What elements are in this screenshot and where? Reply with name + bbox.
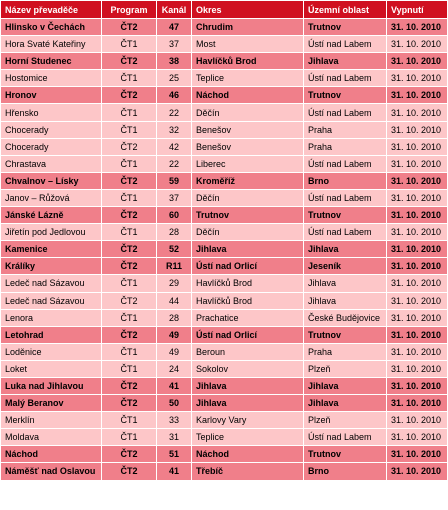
cell-district: Kroměříž — [192, 172, 304, 189]
cell-name: Merklín — [1, 412, 102, 429]
cell-region: Ústí nad Labem — [304, 104, 387, 121]
cell-shutdown: 31. 10. 2010 — [387, 155, 448, 172]
cell-program: ČT1 — [102, 36, 157, 53]
cell-program: ČT1 — [102, 189, 157, 206]
cell-region: Trutnov — [304, 19, 387, 36]
table-row — [1, 172, 448, 189]
cell-program: ČT2 — [102, 138, 157, 155]
header-name: Název převaděče — [1, 1, 102, 19]
cell-district: Děčín — [192, 224, 304, 241]
cell-name: Hostomice — [1, 70, 102, 87]
cell-region: Praha — [304, 138, 387, 155]
header-region: Územní oblast — [304, 1, 387, 19]
cell-name: Chvalnov – Lísky — [1, 172, 102, 189]
cell-name: Loděnice — [1, 343, 102, 360]
cell-program: ČT2 — [102, 446, 157, 463]
header-district: Okres — [192, 1, 304, 19]
cell-channel: 24 — [157, 360, 192, 377]
cell-shutdown: 31. 10. 2010 — [387, 121, 448, 138]
cell-region: Ústí nad Labem — [304, 36, 387, 53]
cell-name: Letohrad — [1, 326, 102, 343]
cell-shutdown: 31. 10. 2010 — [387, 326, 448, 343]
table-row — [1, 241, 448, 258]
cell-name: Horní Studenec — [1, 53, 102, 70]
cell-district: Ústí nad Orlicí — [192, 326, 304, 343]
cell-channel: 41 — [157, 377, 192, 394]
table-row — [1, 326, 448, 343]
cell-shutdown: 31. 10. 2010 — [387, 189, 448, 206]
table-row — [1, 377, 448, 394]
table-row — [1, 309, 448, 326]
table-row — [1, 395, 448, 412]
cell-program: ČT2 — [102, 326, 157, 343]
cell-shutdown: 31. 10. 2010 — [387, 70, 448, 87]
cell-program: ČT1 — [102, 275, 157, 292]
table-row — [1, 224, 448, 241]
cell-region: Plzeň — [304, 360, 387, 377]
cell-channel: 37 — [157, 36, 192, 53]
cell-channel: R11 — [157, 258, 192, 275]
cell-district: Ústí nad Orlicí — [192, 258, 304, 275]
cell-channel: 29 — [157, 275, 192, 292]
cell-district: Karlovy Vary — [192, 412, 304, 429]
header-row — [1, 1, 448, 19]
table-row — [1, 258, 448, 275]
cell-region: Jihlava — [304, 275, 387, 292]
cell-program: ČT1 — [102, 309, 157, 326]
cell-name: Kamenice — [1, 241, 102, 258]
cell-region: Jihlava — [304, 377, 387, 394]
cell-district: Jihlava — [192, 395, 304, 412]
table-row — [1, 121, 448, 138]
cell-region: Trutnov — [304, 87, 387, 104]
table-body — [1, 19, 448, 481]
cell-shutdown: 31. 10. 2010 — [387, 258, 448, 275]
cell-name: Moldava — [1, 429, 102, 446]
cell-shutdown: 31. 10. 2010 — [387, 275, 448, 292]
cell-region: Brno — [304, 172, 387, 189]
cell-name: Ledeč nad Sázavou — [1, 292, 102, 309]
cell-district: Třebíč — [192, 463, 304, 480]
cell-name: Lenora — [1, 309, 102, 326]
cell-region: Trutnov — [304, 446, 387, 463]
cell-region: Plzeň — [304, 412, 387, 429]
cell-channel: 60 — [157, 207, 192, 224]
cell-region: České Budějovice — [304, 309, 387, 326]
table-row — [1, 70, 448, 87]
cell-district: Most — [192, 36, 304, 53]
table-row — [1, 207, 448, 224]
cell-district: Sokolov — [192, 360, 304, 377]
cell-name: Loket — [1, 360, 102, 377]
cell-channel: 28 — [157, 224, 192, 241]
cell-program: ČT2 — [102, 53, 157, 70]
cell-district: Beroun — [192, 343, 304, 360]
cell-shutdown: 31. 10. 2010 — [387, 36, 448, 53]
cell-program: ČT2 — [102, 19, 157, 36]
cell-shutdown: 31. 10. 2010 — [387, 395, 448, 412]
cell-district: Liberec — [192, 155, 304, 172]
cell-channel: 28 — [157, 309, 192, 326]
cell-region: Praha — [304, 121, 387, 138]
cell-channel: 46 — [157, 87, 192, 104]
cell-region: Praha — [304, 343, 387, 360]
table-row — [1, 275, 448, 292]
cell-name: Hora Svaté Kateřiny — [1, 36, 102, 53]
cell-program: ČT2 — [102, 292, 157, 309]
table-row — [1, 104, 448, 121]
cell-district: Jihlava — [192, 377, 304, 394]
cell-shutdown: 31. 10. 2010 — [387, 87, 448, 104]
cell-region: Ústí nad Labem — [304, 155, 387, 172]
cell-program: ČT1 — [102, 343, 157, 360]
cell-name: Luka nad Jihlavou — [1, 377, 102, 394]
table-row — [1, 87, 448, 104]
cell-shutdown: 31. 10. 2010 — [387, 446, 448, 463]
table-row — [1, 463, 448, 480]
cell-name: Náchod — [1, 446, 102, 463]
table-row — [1, 155, 448, 172]
cell-district: Jihlava — [192, 241, 304, 258]
cell-channel: 52 — [157, 241, 192, 258]
cell-program: ČT1 — [102, 412, 157, 429]
cell-district: Havlíčků Brod — [192, 53, 304, 70]
cell-channel: 32 — [157, 121, 192, 138]
cell-program: ČT2 — [102, 395, 157, 412]
cell-district: Trutnov — [192, 207, 304, 224]
cell-program: ČT1 — [102, 224, 157, 241]
cell-shutdown: 31. 10. 2010 — [387, 360, 448, 377]
cell-region: Ústí nad Labem — [304, 189, 387, 206]
cell-region: Trutnov — [304, 207, 387, 224]
cell-channel: 25 — [157, 70, 192, 87]
cell-channel: 38 — [157, 53, 192, 70]
cell-shutdown: 31. 10. 2010 — [387, 343, 448, 360]
cell-name: Hronov — [1, 87, 102, 104]
cell-region: Jihlava — [304, 395, 387, 412]
table-header — [1, 1, 448, 19]
table-row — [1, 138, 448, 155]
header-channel: Kanál — [157, 1, 192, 19]
cell-channel: 22 — [157, 155, 192, 172]
header-program: Program — [102, 1, 157, 19]
cell-name: Ledeč nad Sázavou — [1, 275, 102, 292]
cell-district: Prachatice — [192, 309, 304, 326]
cell-channel: 44 — [157, 292, 192, 309]
table-row — [1, 19, 448, 36]
cell-region: Ústí nad Labem — [304, 429, 387, 446]
cell-channel: 41 — [157, 463, 192, 480]
cell-channel: 22 — [157, 104, 192, 121]
cell-shutdown: 31. 10. 2010 — [387, 53, 448, 70]
cell-shutdown: 31. 10. 2010 — [387, 241, 448, 258]
cell-program: ČT2 — [102, 172, 157, 189]
table-row — [1, 292, 448, 309]
cell-district: Chrudim — [192, 19, 304, 36]
cell-shutdown: 31. 10. 2010 — [387, 207, 448, 224]
cell-shutdown: 31. 10. 2010 — [387, 19, 448, 36]
cell-name: Choceradу — [1, 138, 102, 155]
cell-name: Jiřetín pod Jedlovou — [1, 224, 102, 241]
cell-district: Benešov — [192, 121, 304, 138]
cell-name: Chrastava — [1, 155, 102, 172]
cell-channel: 47 — [157, 19, 192, 36]
cell-channel: 59 — [157, 172, 192, 189]
cell-region: Jihlava — [304, 292, 387, 309]
cell-shutdown: 31. 10. 2010 — [387, 224, 448, 241]
cell-district: Benešov — [192, 138, 304, 155]
cell-channel: 42 — [157, 138, 192, 155]
cell-shutdown: 31. 10. 2010 — [387, 463, 448, 480]
table-row — [1, 429, 448, 446]
cell-name: Hlinsko v Čechách — [1, 19, 102, 36]
cell-program: ČT1 — [102, 70, 157, 87]
cell-program: ČT2 — [102, 207, 157, 224]
cell-shutdown: 31. 10. 2010 — [387, 309, 448, 326]
cell-program: ČT1 — [102, 121, 157, 138]
cell-region: Ústí nad Labem — [304, 70, 387, 87]
cell-channel: 31 — [157, 429, 192, 446]
cell-channel: 50 — [157, 395, 192, 412]
cell-region: Trutnov — [304, 326, 387, 343]
cell-program: ČT1 — [102, 429, 157, 446]
cell-name: Malý Beranov — [1, 395, 102, 412]
table-row — [1, 446, 448, 463]
cell-program: ČT2 — [102, 377, 157, 394]
cell-shutdown: 31. 10. 2010 — [387, 412, 448, 429]
cell-program: ČT2 — [102, 87, 157, 104]
cell-region: Brno — [304, 463, 387, 480]
cell-channel: 37 — [157, 189, 192, 206]
cell-shutdown: 31. 10. 2010 — [387, 292, 448, 309]
cell-shutdown: 31. 10. 2010 — [387, 172, 448, 189]
cell-shutdown: 31. 10. 2010 — [387, 429, 448, 446]
cell-name: Jánské Lázně — [1, 207, 102, 224]
cell-region: Jeseník — [304, 258, 387, 275]
table-row — [1, 343, 448, 360]
cell-name: Choceradу — [1, 121, 102, 138]
cell-channel: 49 — [157, 343, 192, 360]
cell-program: ČT1 — [102, 360, 157, 377]
cell-program: ČT2 — [102, 463, 157, 480]
table-row — [1, 53, 448, 70]
cell-district: Děčín — [192, 104, 304, 121]
cell-district: Havlíčků Brod — [192, 292, 304, 309]
header-shutdown: Vypnutí — [387, 1, 448, 19]
cell-program: ČT1 — [102, 104, 157, 121]
table-row — [1, 360, 448, 377]
cell-name: Náměšť nad Oslavou — [1, 463, 102, 480]
cell-district: Děčín — [192, 189, 304, 206]
cell-shutdown: 31. 10. 2010 — [387, 104, 448, 121]
cell-program: ČT1 — [102, 155, 157, 172]
table-row — [1, 36, 448, 53]
cell-district: Havlíčků Brod — [192, 275, 304, 292]
cell-shutdown: 31. 10. 2010 — [387, 377, 448, 394]
table-row — [1, 189, 448, 206]
cell-district: Teplice — [192, 70, 304, 87]
cell-district: Náchod — [192, 446, 304, 463]
cell-channel: 33 — [157, 412, 192, 429]
cell-channel: 51 — [157, 446, 192, 463]
cell-region: Jihlava — [304, 53, 387, 70]
cell-district: Náchod — [192, 87, 304, 104]
cell-district: Teplice — [192, 429, 304, 446]
cell-name: Hřensko — [1, 104, 102, 121]
cell-channel: 49 — [157, 326, 192, 343]
cell-region: Ústí nad Labem — [304, 224, 387, 241]
cell-name: Králíky — [1, 258, 102, 275]
cell-region: Jihlava — [304, 241, 387, 258]
cell-shutdown: 31. 10. 2010 — [387, 138, 448, 155]
cell-program: ČT2 — [102, 241, 157, 258]
cell-name: Janov – Růžová — [1, 189, 102, 206]
cell-program: ČT2 — [102, 258, 157, 275]
table-row — [1, 412, 448, 429]
